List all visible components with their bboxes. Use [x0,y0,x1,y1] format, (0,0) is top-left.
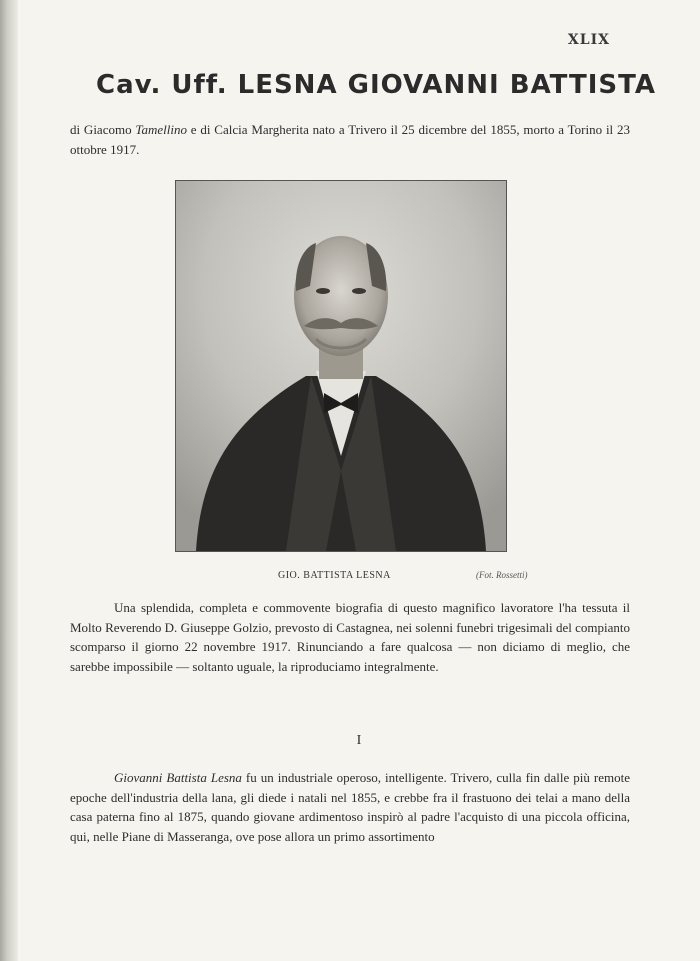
portrait-illustration [176,181,506,551]
section-number: I [356,733,362,748]
intro-text-2: e di Calcia Margherita nato a Trivero il 25 dicembre del 1855, morto a Torino il 23 ottobre 1917. [70,122,630,157]
portrait-photo [175,180,507,552]
subject-name-italic: Giovanni Battista Lesna [114,770,242,785]
body-paragraph-2-text: fu un industriale operoso, intelligente. Trivero, culla fin dalle più remote epoche dell'industria della lana, gli diede i natali nel 1855, e crebbe fra il frastuono dei telai a mano della casa paterna fino al 1875, quando giovane ardimentoso inspirò al padre l'acquisto di una piccola officina, qui, nelle Piane di Masseranga, ove pose allora un primo assortimento [70,770,631,844]
intro-paragraph [70,120,630,159]
page-number: XLIX [567,32,610,48]
book-spine-shadow [0,0,18,961]
page-title: Cav. Uff. LESNA GIOVANNI BATTISTA [96,70,656,100]
body-paragraph-1: Una splendida, completa e commovente biografia di questo magnifico lavoratore l'ha tessuta il Molto Reverendo D. Giuseppe Golzio, prevosto di Castagnea, nei solenni funebri trigesimali del compianto scomparso il giorno 22 novembre 1917. Rinunciando a fare qualcosa — non diciamo di meglio, che sarebbe impossibile — soltanto uguale, la riproduciamo integralmente. [70,600,630,674]
body-paragraph-2 [70,768,630,846]
document-page [18,0,700,961]
photo-credit: (Fot. Rossetti) [476,570,528,580]
photo-caption: GIO. BATTISTA LESNA [278,570,391,581]
intro-italic-name: Tamellino [135,122,187,137]
intro-text-1: di Giacomo [70,122,136,137]
